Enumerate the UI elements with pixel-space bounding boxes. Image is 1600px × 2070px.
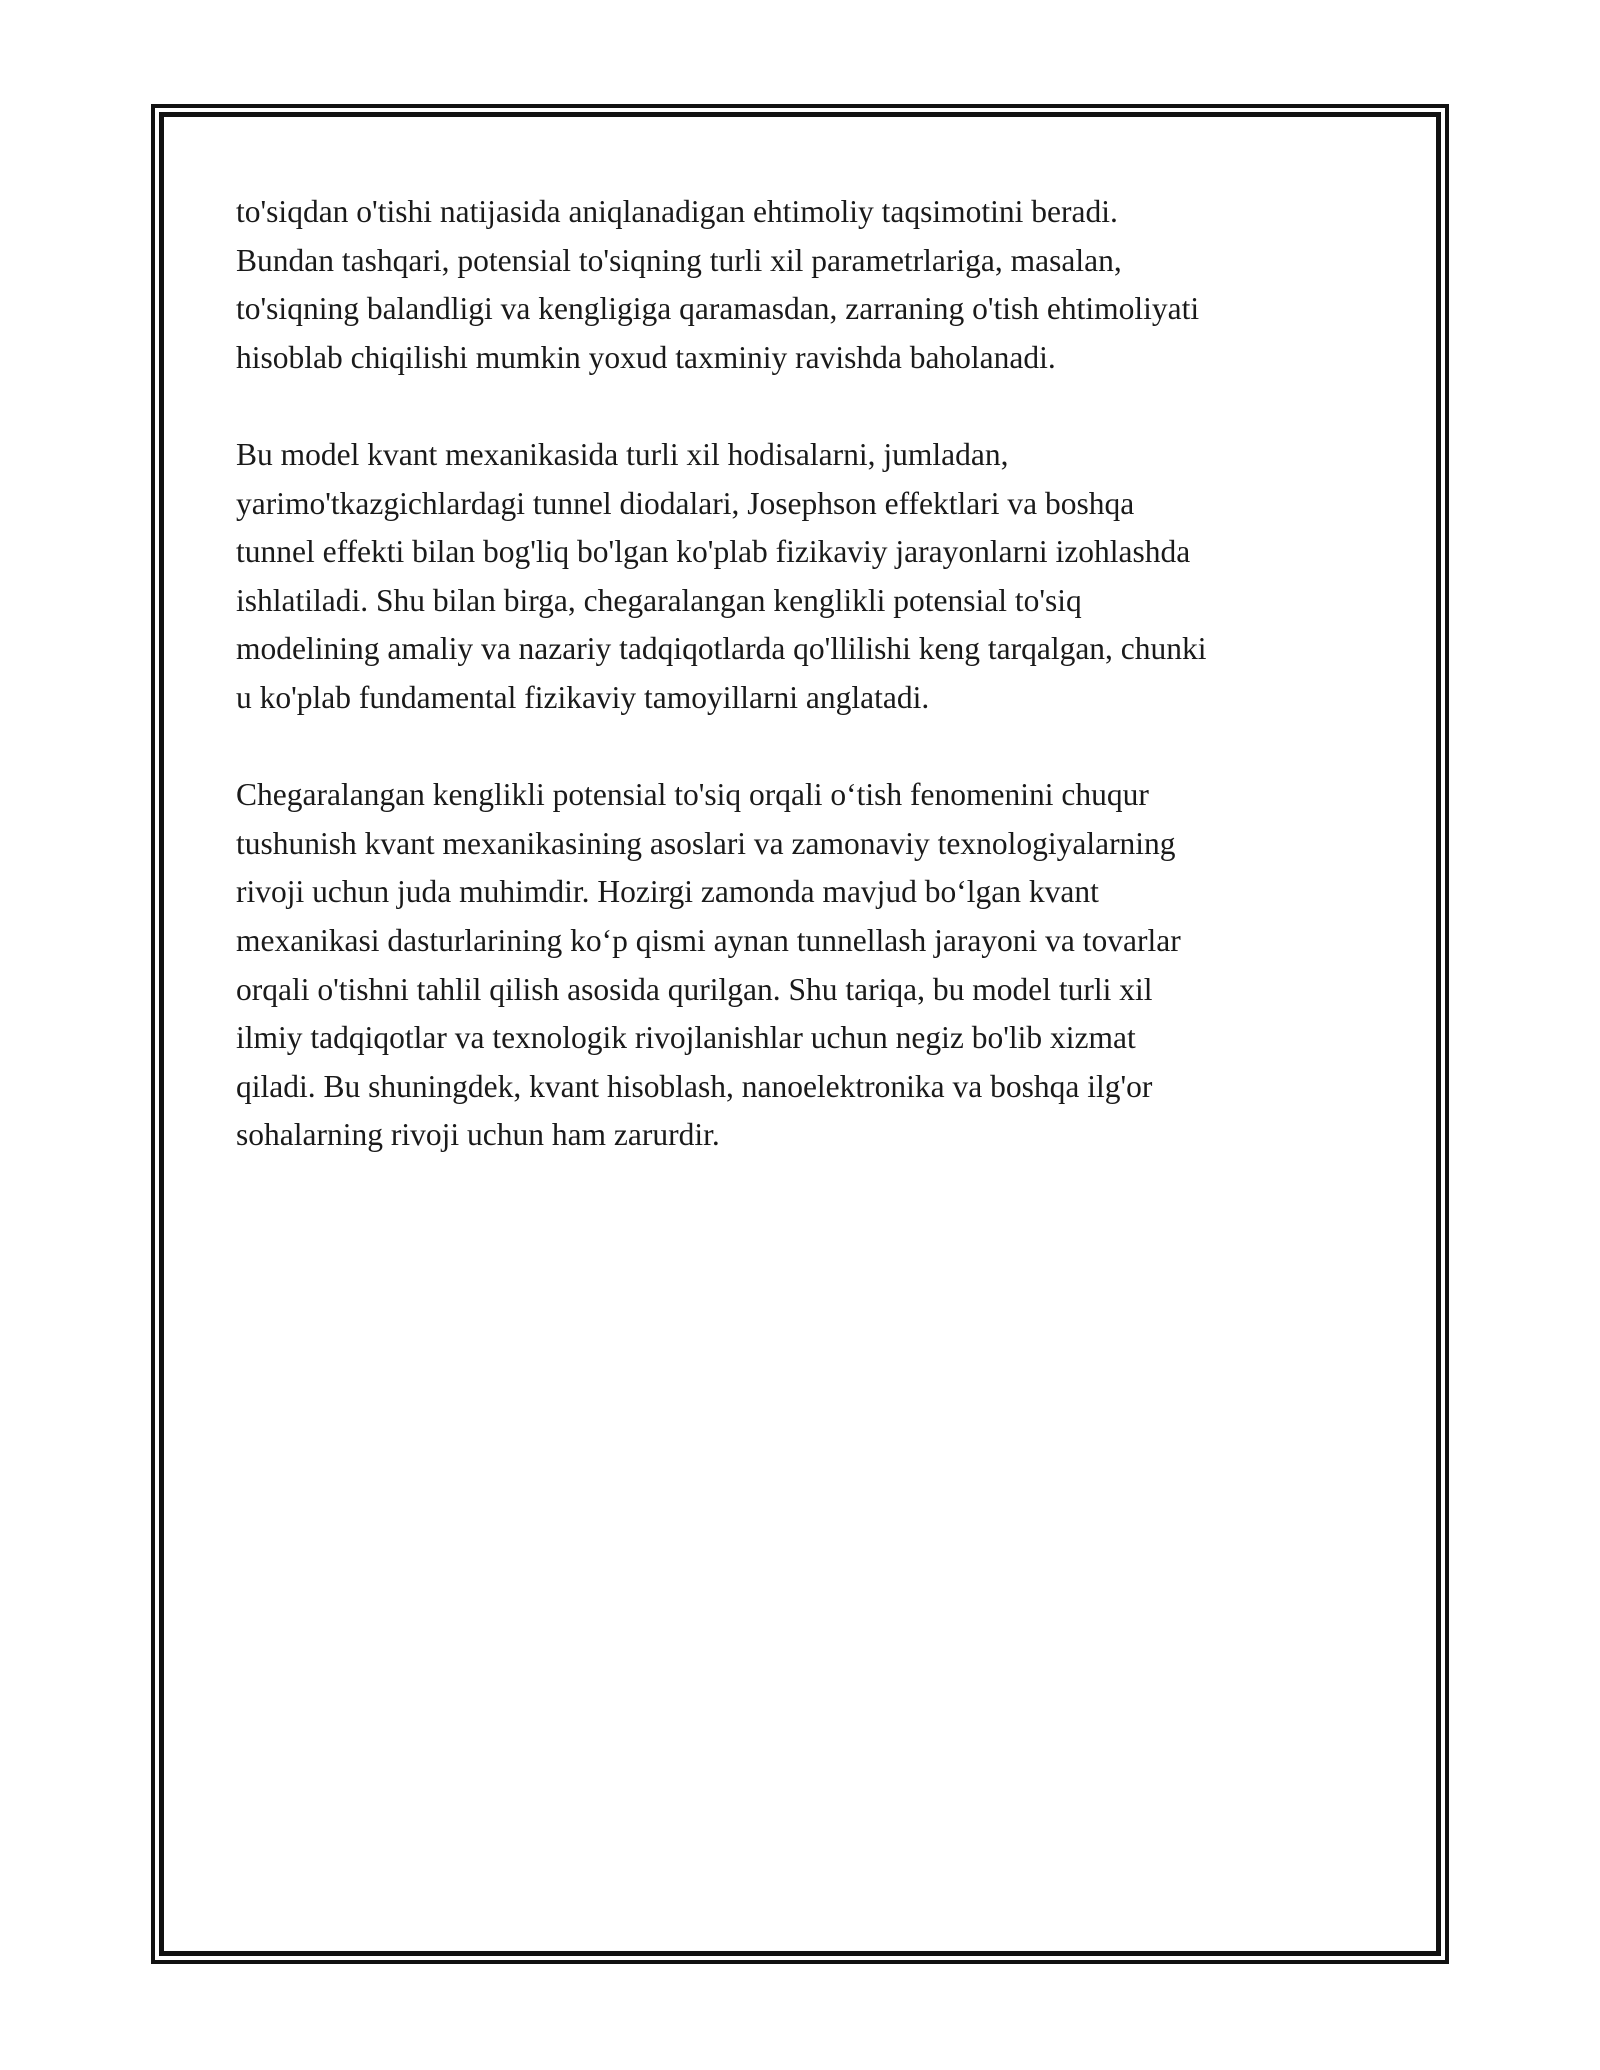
- text-line: qiladi. Bu shuningdek, kvant hisoblash, nanoelektronika va boshqa ilg'or: [236, 1068, 1153, 1104]
- text-line: ishlatiladi. Shu bilan birga, chegaralangan kenglikli potensial to'siq: [236, 582, 1082, 618]
- text-line: rivoji uchun juda muhimdir. Hozirgi zamonda mavjud bo‘lgan kvant: [236, 874, 1099, 910]
- text-line: modelining amaliy va nazariy tadqiqotlarda qo'llilishi keng tarqalgan, chunki: [236, 631, 1207, 667]
- text-line: to'siqdan o'tishi natijasida aniqlanadigan ehtimoliy taqsimotini beradi.: [236, 194, 1118, 229]
- paragraph-1: [236, 188, 1381, 382]
- text-line: yarimo'tkazgichlardagi tunnel diodalari, Josephson effektlari va boshqa: [236, 485, 1135, 521]
- text-line: u ko'plab fundamental fizikaviy tamoyillarni anglatadi.: [236, 679, 930, 715]
- text-line: Bu model kvant mexanikasida turli xil hodisalarni, jumladan,: [236, 436, 1009, 472]
- document-body: [236, 188, 1381, 1208]
- text-line: sohalarning rivoji uchun ham zarurdir.: [236, 1117, 720, 1153]
- paragraph-3: [236, 771, 1381, 1160]
- text-line: to'siqning balandligi va kengligiga qaramasdan, zarraning o'tish ehtimoliyati: [236, 291, 1200, 327]
- text-line: Chegaralangan kenglikli potensial to'siq orqali o‘tish fenomenini chuqur: [236, 777, 1149, 813]
- text-line: mexanikasi dasturlarining ko‘p qismi aynan tunnellash jarayoni va tovarlar: [236, 922, 1181, 958]
- text-line: tunnel effekti bilan bog'liq bo'lgan ko'plab fizikaviy jarayonlarni izohlashda: [236, 534, 1191, 570]
- text-line: hisoblab chiqilishi mumkin yoxud taxminiy ravishda baholanadi.: [236, 339, 1056, 375]
- text-line: Bundan tashqari, potensial to'siqning turli xil parametrlariga, masalan,: [236, 242, 1122, 278]
- paragraph-2: [236, 431, 1381, 723]
- text-line: orqali o'tishni tahlil qilish asosida qurilgan. Shu tariqa, bu model turli xil: [236, 971, 1153, 1007]
- text-line: ilmiy tadqiqotlar va texnologik rivojlanishlar uchun negiz bo'lib xizmat: [236, 1020, 1136, 1056]
- text-line: tushunish kvant mexanikasining asoslari va zamonaviy texnologiyalarning: [236, 825, 1176, 861]
